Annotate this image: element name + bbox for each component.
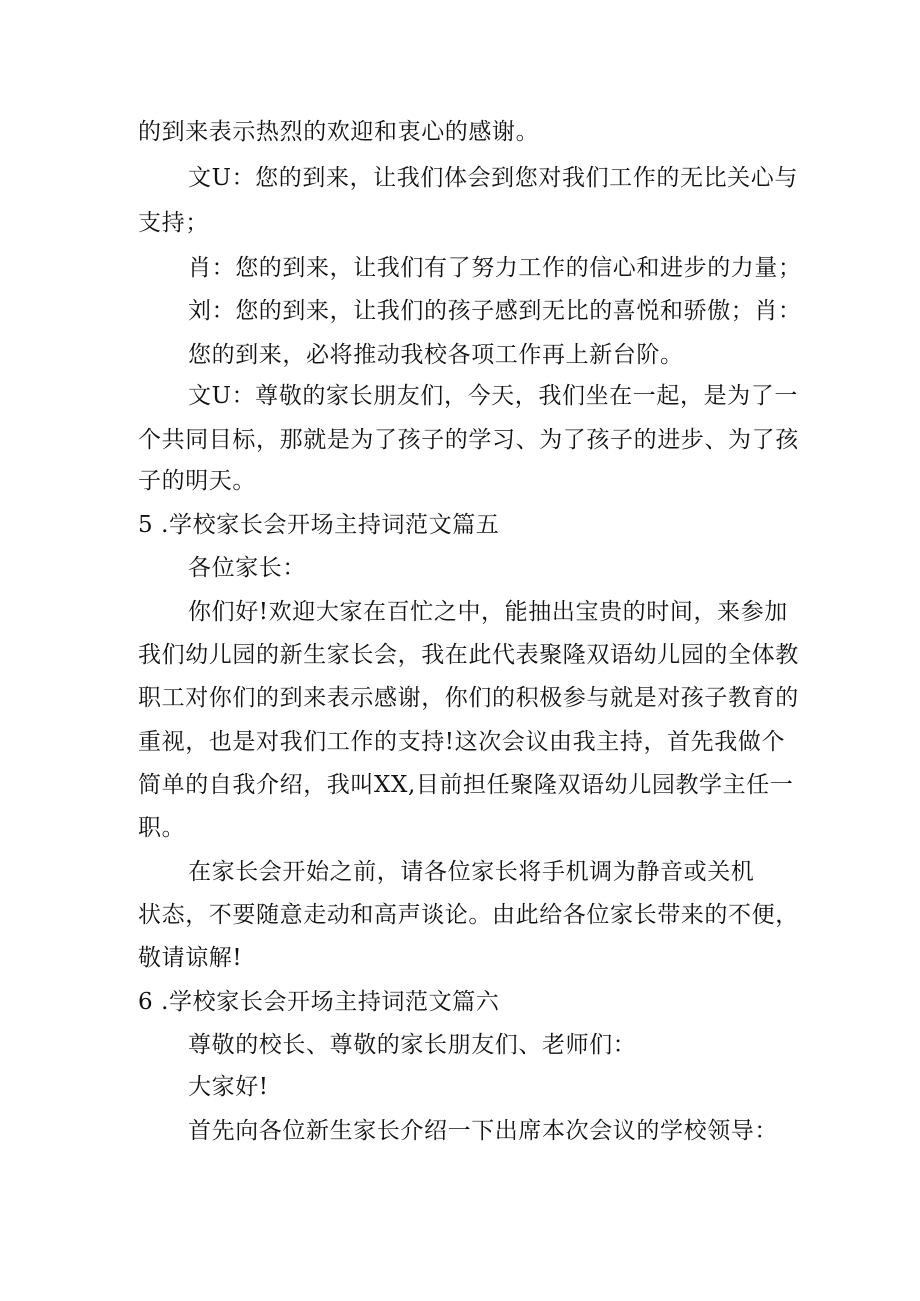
text-line: 的到来表示热烈的欢迎和衷心的感谢。 bbox=[138, 119, 540, 145]
text-line: 你们好!欢迎大家在百忙之中，能抽出宝贵的时间，来参加 bbox=[188, 599, 788, 625]
text-line: 大家好! bbox=[188, 1074, 269, 1100]
text-line: 肖：您的到来，让我们有了努力工作的信心和进步的力量； bbox=[188, 255, 802, 281]
text-line: 简单的自我介绍，我叫XX,目前担任聚隆双语幼儿园教学主任一 bbox=[138, 772, 794, 798]
section-heading: 5 .学校家长会开场主持词范文篇五 bbox=[138, 512, 500, 538]
text-line: 文U：您的到来，让我们体会到您对我们工作的无比关心与 bbox=[188, 165, 798, 191]
text-line: 支持； bbox=[138, 210, 209, 236]
text-line: 子的明天。 bbox=[138, 468, 256, 494]
text-line: 首先向各位新生家长介绍一下出席本次会议的学校领导： bbox=[188, 1118, 778, 1144]
text-line: 尊敬的校长、尊敬的家长朋友们、老师们： bbox=[188, 1032, 637, 1058]
text-line: 文U：尊敬的家长朋友们，今天，我们坐在一起，是为了一 bbox=[188, 383, 798, 409]
text-line: 敬请谅解! bbox=[138, 945, 243, 971]
text-line: 职工对你们的到来表示感谢，你们的积极参与就是对孩子教育的 bbox=[138, 685, 799, 711]
text-line: 重视，也是对我们工作的支持!这次会议由我主持，首先我做个 bbox=[138, 729, 786, 755]
text-line: 各位家长： bbox=[188, 555, 306, 581]
text-line: 刘：您的到来，让我们的孩子感到无比的喜悦和骄傲；肖： bbox=[188, 298, 802, 324]
text-line: 职。 bbox=[138, 815, 186, 841]
text-line: 状态，不要随意走动和高声谈论。由此给各位家长带来的不便， bbox=[138, 902, 799, 928]
text-line: 我们幼儿园的新生家长会，我在此代表聚隆双语幼儿园的全体教 bbox=[138, 642, 799, 668]
section-heading: 6 .学校家长会开场主持词范文篇六 bbox=[138, 989, 500, 1015]
text-line: 您的到来，必将推动我校各项工作再上新台阶。 bbox=[188, 342, 684, 368]
text-line: 在家长会开始之前，请各位家长将手机调为静音或关机 bbox=[188, 859, 755, 885]
text-line: 个共同目标，那就是为了孩子的学习、为了孩子的进步、为了孩 bbox=[138, 427, 799, 453]
